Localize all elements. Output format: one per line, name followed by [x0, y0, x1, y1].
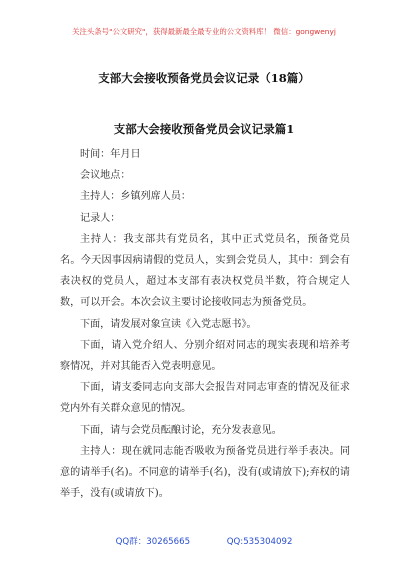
host-attendee-field: 主持人：乡镇列席人员： — [80, 191, 192, 203]
recorder-field: 记录人： — [80, 212, 121, 224]
meeting-location-field: 会议地点： — [80, 170, 131, 182]
section-title: 支部大会接收预备党员会议记录篇1 — [113, 122, 295, 136]
header-banner: 关注头条号"公文研究"，获得最新最全最专业的公文资料库！ 微信：gongwenyj — [72, 27, 336, 36]
paragraph-committee-report: 下面，请支委同志向支部大会报告对同志审查的情况及征求党内外有关群众意见的情况。 — [60, 382, 350, 415]
paragraph-discussion: 下面，请与会党员酝酿讨论，充分发表意见。 — [80, 424, 282, 436]
paragraph-read-application: 下面，请发展对象宣读《入党志愿书》。 — [80, 318, 257, 330]
qq-text: QQ:535304092 — [226, 537, 293, 547]
paragraph-vote: 主持人：现在就同志能否吸收为预备党员进行举手表决。同意的请举手(名)。不同意的请举手(名)，没有(或请放下);弃权的请举手，没有(或请放下)。 — [60, 445, 350, 500]
footer-contacts — [0, 535, 408, 547]
paragraph-opening: 主持人：我支部共有党员名，其中正式党员名，预备党员名。今天因事因病请假的党员人，实到会党员人，其中：到会有表决权的党员人，超过本支部有表决权党员半数，符合规定人数，可以开会。本次会议主要讨论接收同志为预备党员。 — [60, 233, 350, 309]
document-title: 支部大会接收预备党员会议记录（18篇） — [98, 71, 310, 85]
document-body — [60, 144, 350, 504]
meeting-time-field: 时间：年月日 — [80, 149, 141, 160]
qq-group-text: QQ群：30265665 — [115, 537, 191, 547]
paragraph-introducers: 下面，请入党介绍人、分别介绍对同志的现实表现和培养考察情况，并对其能否入党表明意见。 — [60, 339, 350, 373]
